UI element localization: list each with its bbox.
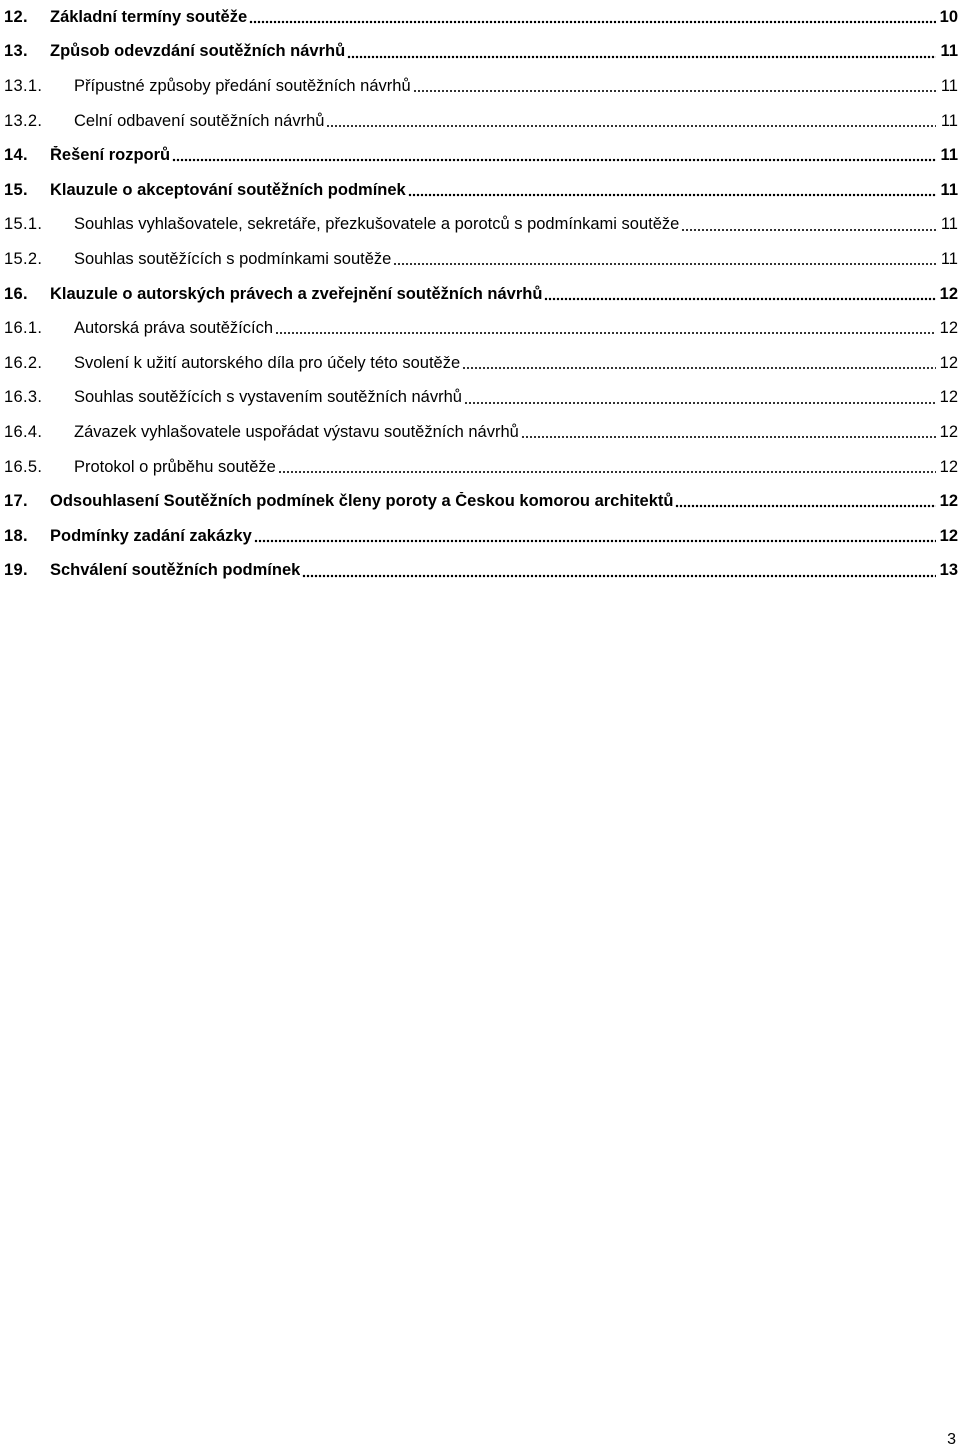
toc-entry-title: Celní odbavení soutěžních návrhů — [74, 111, 325, 130]
dot-leader — [249, 9, 936, 26]
dot-leader — [172, 147, 936, 164]
dot-leader — [347, 44, 936, 61]
toc-entry-title: Klauzule o akceptování soutěžních podmínek — [50, 180, 406, 199]
table-of-contents — [4, 0, 958, 588]
toc-entry-page: 12 — [939, 457, 958, 476]
toc-entry-number: 12. — [4, 7, 28, 26]
toc-entry-title: Souhlas soutěžících s vystavením soutěžních návrhů — [74, 388, 462, 407]
toc-entry-number: 13.1. — [4, 76, 43, 95]
toc-entry-title: Souhlas soutěžících s podmínkami soutěže — [74, 249, 392, 268]
toc-entry-title: Protokol o průběhu soutěže — [74, 457, 276, 476]
toc-entry-number: 16.2. — [4, 353, 43, 372]
toc-entry-title: Souhlas vyhlašovatele, sekretáře, přezkušovatele a porotců s podmínkami soutěže — [74, 215, 680, 234]
toc-entry-page: 12 — [939, 526, 958, 545]
toc-entry-page: 12 — [939, 388, 958, 407]
toc-entry-15-1[interactable] — [4, 208, 958, 243]
toc-entry-number: 19. — [4, 561, 28, 580]
dot-leader — [544, 286, 936, 303]
toc-entry-title: Schválení soutěžních podmínek — [50, 561, 301, 580]
toc-entry-13-2[interactable] — [4, 104, 958, 139]
toc-entry-16-1[interactable] — [4, 311, 958, 346]
toc-entry-18[interactable] — [4, 519, 958, 554]
dot-leader — [675, 493, 936, 510]
toc-entry-12[interactable] — [4, 0, 958, 35]
toc-entry-title: Základní termíny soutěže — [50, 7, 248, 26]
toc-entry-15-2[interactable] — [4, 242, 958, 277]
toc-entry-14[interactable] — [4, 138, 958, 173]
dot-leader — [413, 78, 936, 95]
toc-entry-page: 13 — [939, 561, 958, 580]
toc-entry-page: 12 — [939, 353, 958, 372]
toc-entry-number: 14. — [4, 146, 28, 165]
toc-entry-page: 11 — [940, 249, 958, 268]
dot-leader — [302, 563, 936, 580]
toc-entry-number: 13.2. — [4, 111, 43, 130]
dot-leader — [326, 113, 936, 130]
toc-entry-page: 12 — [939, 284, 958, 303]
dot-leader — [393, 251, 936, 268]
toc-entry-number: 16.4. — [4, 422, 43, 441]
toc-entry-17[interactable] — [4, 484, 958, 519]
toc-entry-16-3[interactable] — [4, 381, 958, 416]
toc-entry-16-4[interactable] — [4, 415, 958, 450]
toc-entry-title: Přípustné způsoby předání soutěžních návrhů — [74, 76, 411, 95]
toc-entry-number: 15.2. — [4, 249, 43, 268]
toc-entry-number: 16.3. — [4, 388, 43, 407]
dot-leader — [275, 320, 936, 337]
toc-entry-number: 16. — [4, 284, 28, 303]
toc-entry-page: 12 — [939, 422, 958, 441]
toc-entry-page: 11 — [940, 111, 958, 130]
toc-entry-15[interactable] — [4, 173, 958, 208]
toc-entry-page: 11 — [940, 215, 958, 234]
dot-leader — [254, 528, 936, 545]
toc-entry-title: Řešení rozporů — [50, 146, 171, 165]
toc-entry-title: Způsob odevzdání soutěžních návrhů — [50, 42, 346, 61]
toc-entry-page: 10 — [939, 7, 958, 26]
toc-entry-number: 15.1. — [4, 215, 43, 234]
toc-entry-title: Odsouhlasení Soutěžních podmínek členy poroty a Českou komorou architektů — [50, 492, 674, 511]
toc-entry-page: 11 — [940, 76, 958, 95]
dot-leader — [464, 390, 936, 407]
toc-entry-number: 16.1. — [4, 319, 43, 338]
toc-entry-title: Svolení k užití autorského díla pro účely této soutěže — [74, 353, 461, 372]
toc-entry-page: 12 — [939, 492, 958, 511]
toc-entry-number: 17. — [4, 492, 28, 511]
toc-entry-page: 11 — [940, 42, 958, 61]
toc-entry-page: 11 — [940, 146, 958, 165]
toc-entry-title: Klauzule o autorských právech a zveřejnění soutěžních návrhů — [50, 284, 543, 303]
toc-entry-16-5[interactable] — [4, 450, 958, 485]
toc-entry-13[interactable] — [4, 35, 958, 70]
toc-entry-number: 15. — [4, 180, 28, 199]
dot-leader — [462, 355, 936, 372]
toc-entry-title: Podmínky zadání zakázky — [50, 526, 252, 545]
dot-leader — [408, 182, 936, 199]
toc-entry-16-2[interactable] — [4, 346, 958, 381]
toc-entry-number: 18. — [4, 526, 28, 545]
toc-entry-page: 11 — [940, 180, 958, 199]
page-number: 3 — [947, 1431, 956, 1448]
toc-entry-19[interactable] — [4, 554, 958, 589]
toc-entry-number: 13. — [4, 42, 28, 61]
dot-leader — [681, 217, 936, 234]
toc-entry-16[interactable] — [4, 277, 958, 312]
dot-leader — [521, 424, 936, 441]
toc-entry-title: Autorská práva soutěžících — [74, 319, 274, 338]
toc-entry-page: 12 — [939, 319, 958, 338]
dot-leader — [278, 459, 936, 476]
toc-entry-number: 16.5. — [4, 457, 43, 476]
toc-entry-13-1[interactable] — [4, 69, 958, 104]
toc-entry-title: Závazek vyhlašovatele uspořádat výstavu soutěžních návrhů — [74, 422, 519, 441]
